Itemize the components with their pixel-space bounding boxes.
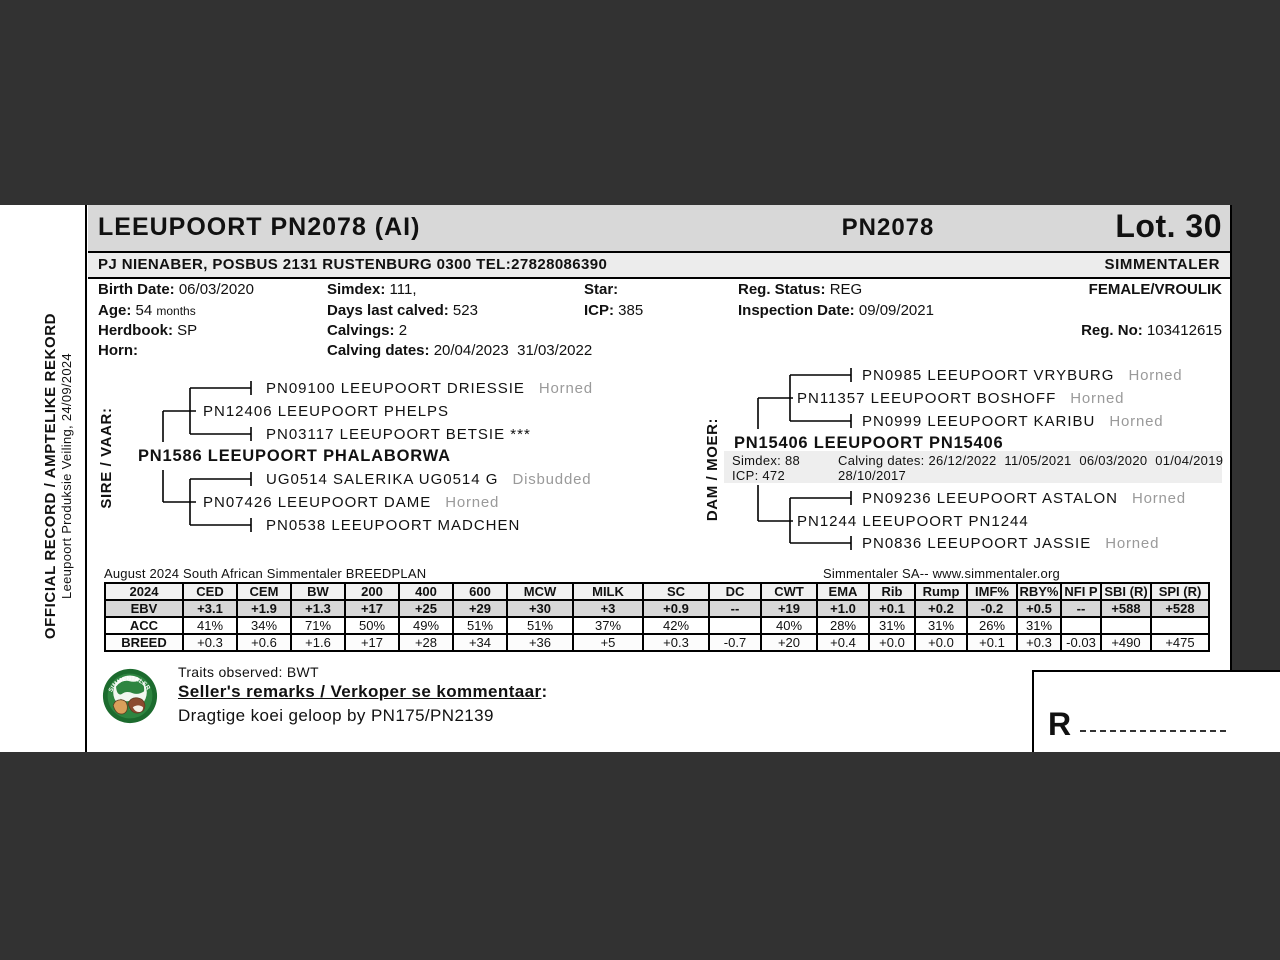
cell-breed-2: +1.6: [291, 634, 345, 651]
age-field: Age: 54 months: [98, 302, 196, 319]
cell-breed-1: +0.6: [237, 634, 291, 651]
reg-status-field: Reg. Status: REG: [738, 281, 863, 298]
owner-contact: PJ NIENABER, POSBUS 2131 RUSTENBURG 0300 TEL:27828086390: [98, 256, 608, 273]
sire-granddam-maternal: PN0538 LEEUPOORT MADCHEN: [266, 517, 521, 534]
dam-vertical-label: DAM / MOER:: [704, 417, 721, 522]
sire-sire: PN12406 LEEUPOORT PHELPS: [203, 403, 450, 420]
sellers-remarks-text: Dragtige koei geloop by PN175/PN2139: [178, 706, 494, 725]
calvings-field: Calvings: 2: [327, 322, 408, 339]
col-header-spi-r-: SPI (R): [1151, 583, 1209, 600]
col-header-nfi-p: NFI P: [1061, 583, 1101, 600]
col-header-rump: Rump: [915, 583, 967, 600]
cell-ebv-15: +0.5: [1017, 600, 1061, 617]
sellers-remarks-heading: Seller's remarks / Verkoper se kommentaar:: [178, 682, 548, 701]
col-header-sbi-r-: SBI (R): [1101, 583, 1151, 600]
cell-ebv-0: +3.1: [183, 600, 237, 617]
cell-ebv-7: +3: [573, 600, 643, 617]
official-record-label: OFFICIAL RECORD / AMPTELIKE REKORD: [42, 312, 59, 640]
simdex-field: Simdex: 111,: [327, 281, 417, 298]
cell-breed-17: +490: [1101, 634, 1151, 651]
sidebar-vertical-text: [42, 290, 74, 662]
sire-name: PN1586 LEEUPOORT PHALABORWA: [138, 447, 451, 465]
cell-breed-9: -0.7: [709, 634, 761, 651]
cell-ebv-17: +588: [1101, 600, 1151, 617]
sex-label: FEMALE/VROULIK: [1088, 281, 1222, 298]
cell-breed-11: +0.4: [817, 634, 869, 651]
dam-grandsire-paternal: PN0985 LEEUPOORT VRYBURG Horned: [862, 367, 1183, 384]
simmentaler-logo-icon: [102, 668, 158, 724]
cell-acc-2: 71%: [291, 617, 345, 634]
col-header-dc: DC: [709, 583, 761, 600]
cell-acc-6: 51%: [507, 617, 573, 634]
breedplan-row-ebv: [105, 600, 1209, 617]
cell-acc-15: 31%: [1017, 617, 1061, 634]
cell-ebv-5: +29: [453, 600, 507, 617]
col-header-rib: Rib: [869, 583, 915, 600]
horn-field: Horn:: [98, 342, 138, 359]
cell-acc-11: 28%: [817, 617, 869, 634]
col-header-milk: MILK: [573, 583, 643, 600]
cell-ebv-10: +19: [761, 600, 817, 617]
col-header-ema: EMA: [817, 583, 869, 600]
col-header-600: 600: [453, 583, 507, 600]
svg-text:SIMMENTALER: SIMMENTALER: [108, 676, 151, 694]
cell-breed-4: +28: [399, 634, 453, 651]
dam-name: PN15406 LEEUPOORT PN15406: [734, 434, 1004, 452]
dam-simdex-icp: Simdex: 88 ICP: 472: [732, 453, 801, 483]
cell-breed-13: +0.0: [915, 634, 967, 651]
cell-ebv-9: --: [709, 600, 761, 617]
cell-breed-0: +0.3: [183, 634, 237, 651]
cell-acc-3: 50%: [345, 617, 399, 634]
cell-ebv-13: +0.2: [915, 600, 967, 617]
col-header-sc: SC: [643, 583, 709, 600]
col-header-2024: 2024: [105, 583, 183, 600]
cell-ebv-2: +1.3: [291, 600, 345, 617]
cell-ebv-1: +1.9: [237, 600, 291, 617]
col-header-cwt: CWT: [761, 583, 817, 600]
col-header-200: 200: [345, 583, 399, 600]
reg-no-field: Reg. No: 103412615: [1081, 322, 1222, 339]
cell-ebv-12: +0.1: [869, 600, 915, 617]
cell-ebv-14: -0.2: [967, 600, 1017, 617]
col-header-cem: CEM: [237, 583, 291, 600]
cell-breed-16: -0.03: [1061, 634, 1101, 651]
cell-ebv-6: +30: [507, 600, 573, 617]
page-divider-line: [85, 205, 87, 752]
birth-date-field: Birth Date: 06/03/2020: [98, 281, 254, 298]
cell-acc-8: 42%: [643, 617, 709, 634]
dam-pedigree-tree: [700, 363, 1232, 558]
cell-acc-4: 49%: [399, 617, 453, 634]
dam-dam: PN1244 LEEUPOORT PN1244: [797, 513, 1029, 530]
sire-pedigree-tree: [100, 378, 670, 540]
dam-grandsire-maternal: PN09236 LEEUPOORT ASTALON Horned: [862, 490, 1186, 507]
simmentaler-sa-caption: Simmentaler SA-- www.simmentaler.org: [823, 566, 1060, 581]
cell-ebv-18: +528: [1151, 600, 1209, 617]
cell-breed-15: +0.3: [1017, 634, 1061, 651]
col-header-mcw: MCW: [507, 583, 573, 600]
breedplan-row-acc: [105, 617, 1209, 634]
cell-breed-3: +17: [345, 634, 399, 651]
cell-breed-14: +0.1: [967, 634, 1017, 651]
sire-granddam-paternal: PN03117 LEEUPOORT BETSIE ***: [266, 426, 531, 443]
cell-acc-13: 31%: [915, 617, 967, 634]
star-field: Star:: [584, 281, 619, 298]
cell-breed-6: +36: [507, 634, 573, 651]
price-box: [1032, 670, 1280, 752]
sire-grandsire-paternal: PN09100 LEEUPOORT DRIESSIE Horned: [266, 380, 593, 397]
cell-acc-1: 34%: [237, 617, 291, 634]
cell-acc-5: 51%: [453, 617, 507, 634]
icp-field: ICP: 385: [584, 302, 644, 319]
cell-breed-5: +34: [453, 634, 507, 651]
col-header-ced: CED: [183, 583, 237, 600]
cell-acc-7: 37%: [573, 617, 643, 634]
sire-grandsire-maternal: UG0514 SALERIKA UG0514 G Disbudded: [266, 471, 592, 488]
cell-breed-18: +475: [1151, 634, 1209, 651]
breedplan-body: [105, 600, 1209, 651]
cell-acc-17: [1101, 617, 1151, 634]
days-last-calved-field: Days last calved: 523: [327, 302, 478, 319]
row-label-breed: BREED: [105, 634, 183, 651]
cell-acc-18: [1151, 617, 1209, 634]
breedplan-header-row: [105, 583, 1209, 600]
cell-acc-16: [1061, 617, 1101, 634]
cell-acc-12: 31%: [869, 617, 915, 634]
currency-symbol: R: [1048, 706, 1072, 742]
auction-name-date: Leeupoort Produksie Veiling, 24/09/2024: [59, 353, 74, 599]
cell-acc-0: 41%: [183, 617, 237, 634]
cell-ebv-4: +25: [399, 600, 453, 617]
herdbook-field: Herdbook: SP: [98, 322, 198, 339]
cell-breed-8: +0.3: [643, 634, 709, 651]
cell-breed-12: +0.0: [869, 634, 915, 651]
cell-breed-10: +20: [761, 634, 817, 651]
breedplan-table: [104, 582, 1210, 652]
dam-calving-dates: Calving dates: 26/12/2022 11/05/2021 06/03/2020 01/04/2019 28/10/2017: [838, 453, 1224, 483]
col-header-400: 400: [399, 583, 453, 600]
breed-name: SIMMENTALER: [1104, 256, 1220, 273]
cell-ebv-16: --: [1061, 600, 1101, 617]
col-header-imf-: IMF%: [967, 583, 1017, 600]
col-header-bw: BW: [291, 583, 345, 600]
owner-bar: [88, 253, 1230, 279]
dam-sire: PN11357 LEEUPOORT BOSHOFF Horned: [797, 390, 1125, 407]
animal-id: PN2078: [841, 214, 935, 241]
calving-dates-field: Calving dates: 20/04/2023 31/03/2022: [327, 342, 593, 359]
cell-breed-7: +5: [573, 634, 643, 651]
cell-ebv-11: +1.0: [817, 600, 869, 617]
cell-ebv-8: +0.9: [643, 600, 709, 617]
cell-ebv-3: +17: [345, 600, 399, 617]
cell-acc-14: 26%: [967, 617, 1017, 634]
price-fill-in-line: [1080, 730, 1226, 732]
cell-acc-10: 40%: [761, 617, 817, 634]
animal-title: LEEUPOORT PN2078 (AI): [98, 213, 421, 241]
col-header-rby-: RBY%: [1017, 583, 1061, 600]
breedplan-caption: August 2024 South African Simmentaler BREEDPLAN: [104, 566, 427, 581]
lot-number: Lot. 30: [1115, 208, 1222, 244]
inspection-date-field: Inspection Date: 09/09/2021: [738, 302, 934, 319]
dam-granddam-paternal: PN0999 LEEUPOORT KARIBU Horned: [862, 413, 1164, 430]
header-bar: [88, 205, 1230, 253]
traits-observed: Traits observed: BWT: [178, 664, 319, 680]
sire-vertical-label: SIRE / VAAR:: [98, 407, 115, 509]
dam-granddam-maternal: PN0836 LEEUPOORT JASSIE Horned: [862, 535, 1160, 552]
cell-acc-9: [709, 617, 761, 634]
row-label-acc: ACC: [105, 617, 183, 634]
sire-dam: PN07426 LEEUPOORT DAME Horned: [203, 494, 500, 511]
row-label-ebv: EBV: [105, 600, 183, 617]
breedplan-row-breed: [105, 634, 1209, 651]
